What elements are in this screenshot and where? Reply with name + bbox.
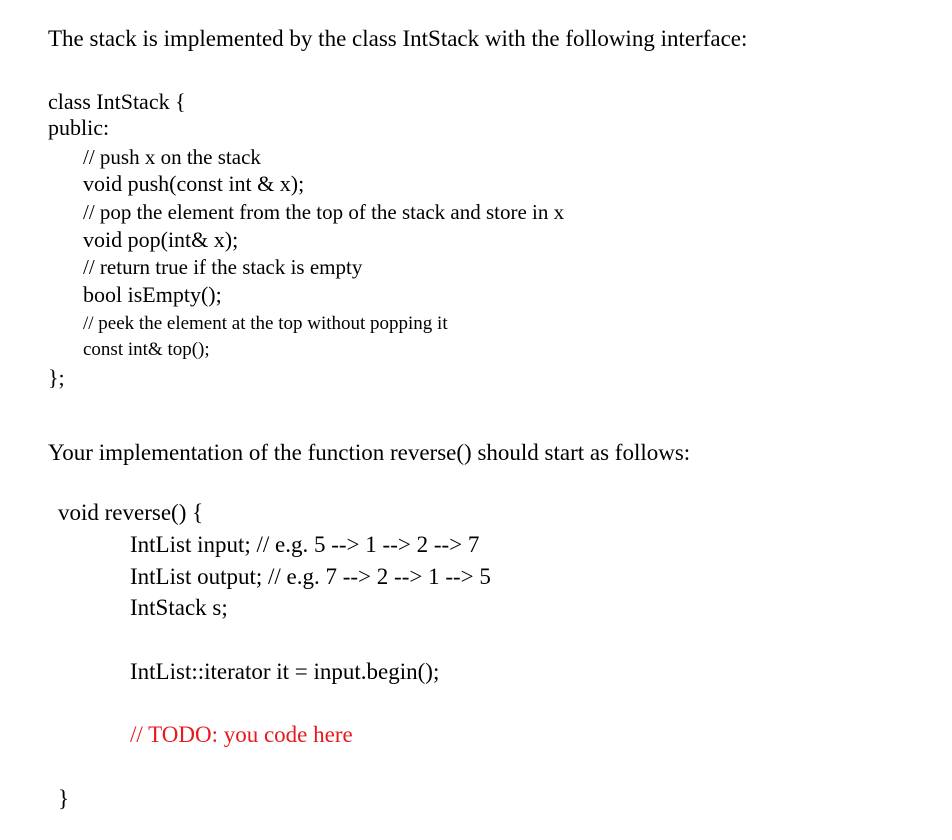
- function-body-output: IntList output; // e.g. 7 --> 2 --> 1 --> 5: [130, 564, 491, 589]
- member-isempty: bool isEmpty();: [83, 282, 222, 307]
- todo-comment: // TODO: you code here: [130, 722, 353, 747]
- member-comment-top: // peek the element at the top without popping it: [83, 313, 448, 334]
- function-body-iterator: IntList::iterator it = input.begin();: [130, 659, 440, 684]
- member-push: void push(const int & x);: [83, 171, 305, 196]
- member-comment-pop: // pop the element from the top of the stack and store in x: [83, 200, 565, 224]
- instruction-text: Your implementation of the function reverse() should start as follows:: [48, 440, 691, 465]
- class-close-line: };: [48, 365, 65, 390]
- member-pop: void pop(int& x);: [83, 227, 239, 252]
- class-access-line: public:: [48, 115, 110, 140]
- intro-text: The stack is implemented by the class IntStack with the following interface:: [48, 26, 748, 51]
- function-body-input: IntList input; // e.g. 5 --> 1 --> 2 --> 7: [130, 532, 480, 557]
- member-comment-push: // push x on the stack: [83, 145, 261, 169]
- function-open-line: void reverse() {: [58, 500, 204, 525]
- function-close-line: }: [58, 786, 70, 811]
- class-open-line: class IntStack {: [48, 89, 186, 114]
- member-comment-isempty: // return true if the stack is empty: [83, 255, 363, 279]
- function-body-stack: IntStack s;: [130, 595, 228, 620]
- member-top: const int& top();: [83, 339, 210, 360]
